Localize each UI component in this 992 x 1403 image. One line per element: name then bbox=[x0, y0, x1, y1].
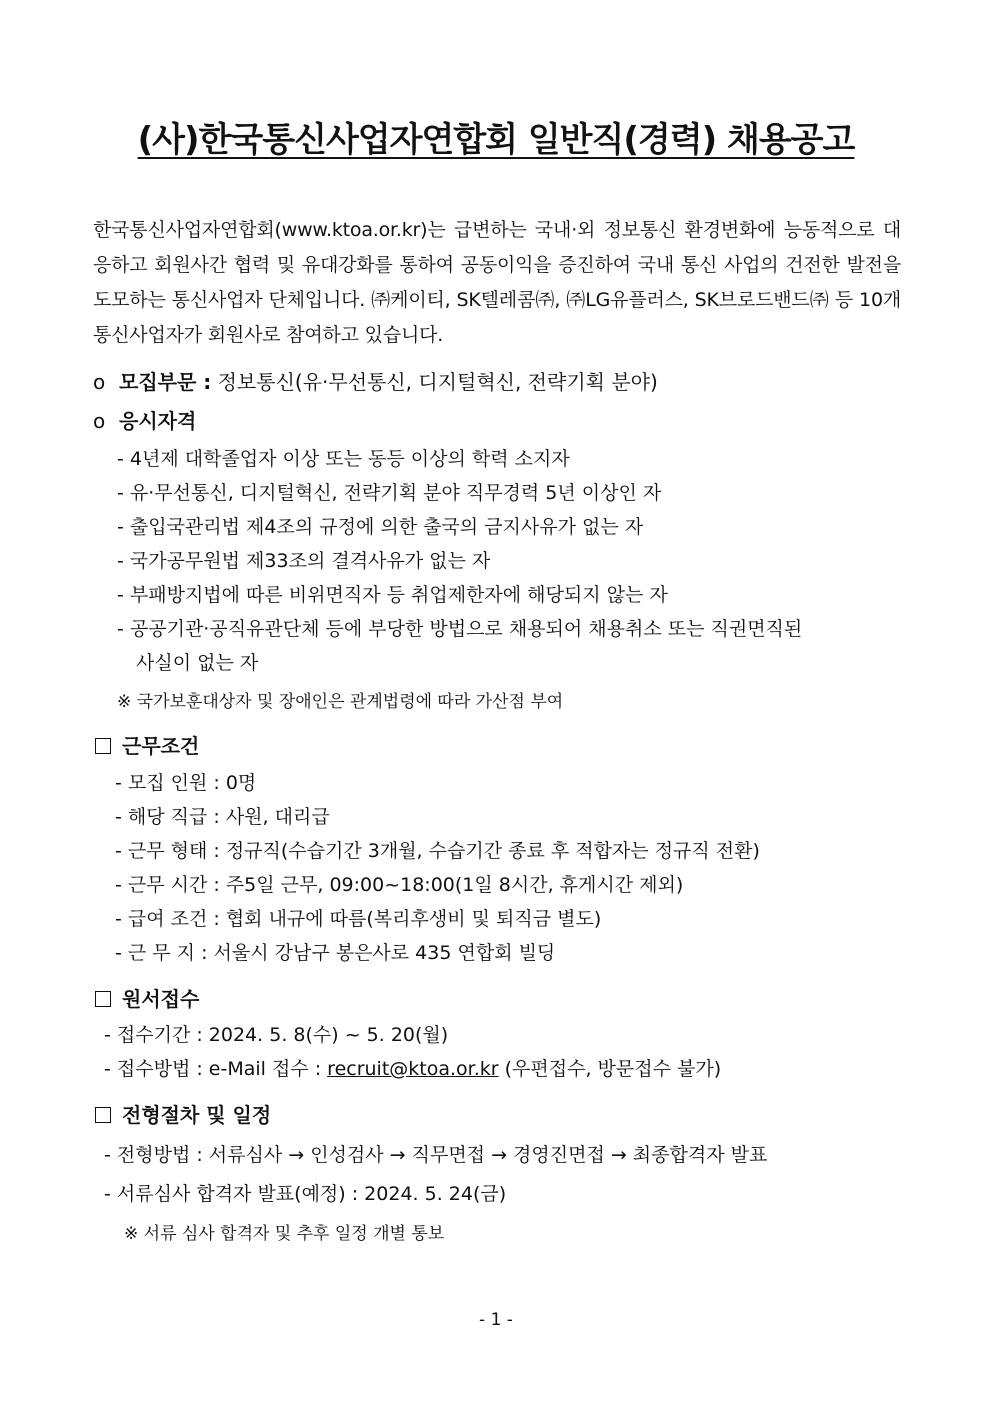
qualification-item: - 4년제 대학졸업자 이상 또는 동등 이상의 학력 소지자 bbox=[117, 448, 570, 470]
condition-item: - 근무 형태 : 정규직(수습기간 3개월, 수습기간 종료 후 적합자는 정규직 전환) bbox=[115, 840, 760, 862]
qualification-bullet: o bbox=[93, 409, 106, 433]
conditions-label: 근무조건 bbox=[122, 734, 200, 758]
page-number: - 1 - bbox=[479, 1310, 513, 1330]
condition-item: - 모집 인원 : 0명 bbox=[115, 772, 257, 794]
recruit-email-link[interactable]: recruit@ktoa.or.kr bbox=[327, 1058, 499, 1080]
recruit-label: 모집부문 : bbox=[119, 370, 212, 394]
application-method-prefix: - 접수방법 : e-Mail 접수 : bbox=[104, 1058, 322, 1080]
application-method bbox=[104, 1054, 721, 1081]
qualification-item: - 부패방지법에 따른 비위면직자 등 취업제한자에 해당되지 않는 자 bbox=[117, 584, 668, 606]
qualification-heading bbox=[93, 405, 196, 434]
qualification-item: - 국가공무원법 제33조의 결격사유가 없는 자 bbox=[117, 550, 491, 572]
process-heading bbox=[95, 1099, 271, 1128]
process-item: - 전형방법 : 서류심사 → 인성검사 → 직무면접 → 경영진면접 → 최종합격자 발표 bbox=[104, 1144, 768, 1166]
qualification-item: - 유·무선통신, 디지털혁신, 전략기획 분야 직무경력 5년 이상인 자 bbox=[117, 482, 662, 504]
recruit-value: 정보통신(유·무선통신, 디지털혁신, 전략기획 분야) bbox=[217, 370, 658, 394]
application-label: 원서접수 bbox=[122, 987, 200, 1011]
recruit-section bbox=[93, 366, 658, 395]
conditions-heading bbox=[95, 730, 199, 759]
condition-item: - 급여 조건 : 협회 내규에 따름(복리후생비 및 퇴직금 별도) bbox=[115, 908, 602, 930]
qualification-label: 응시자격 bbox=[119, 409, 197, 433]
condition-item: - 근 무 지 : 서울시 강남구 봉은사로 435 연합회 빌딩 bbox=[115, 942, 556, 964]
recruit-bullet: o bbox=[93, 370, 106, 394]
application-heading bbox=[95, 983, 199, 1012]
qualification-note: ※ 국가보훈대상자 및 장애인은 관계법령에 따라 가산점 부여 bbox=[117, 692, 564, 712]
condition-item: - 해당 직급 : 사원, 대리급 bbox=[115, 806, 330, 828]
qualification-item: - 출입국관리법 제4조의 규정에 의한 출국의 금지사유가 없는 자 bbox=[117, 516, 644, 538]
intro-paragraph: 한국통신사업자연합회(www.ktoa.or.kr)는 급변하는 국내·외 정보통신 환경변화에 능동적으로 대응하고 회원사간 협력 및 유대강화를 통하여 공동이익을 증진하여 국내 통신 사업의 건전한 발전을 도모하는 통신사업자 단체입니다. ㈜케이티, SK텔레콤㈜, ㈜LG유플러스, SK브로드밴드㈜ 등 10개 통신사업자가 회원사로 참여하고 있습니다. bbox=[93, 219, 901, 346]
qualification-item-continuation: 사실이 없는 자 bbox=[136, 652, 259, 674]
checkbox-square-icon bbox=[95, 991, 111, 1007]
page-title bbox=[0, 112, 992, 161]
page-title-text: (사)한국통신사업자연합회 일반직(경력) 채용공고 bbox=[137, 120, 855, 160]
checkbox-square-icon bbox=[95, 738, 111, 754]
application-method-suffix: (우편접수, 방문접수 불가) bbox=[504, 1058, 722, 1080]
process-note: ※ 서류 심사 합격자 및 추후 일정 개별 통보 bbox=[124, 1224, 445, 1244]
condition-item: - 근무 시간 : 주5일 근무, 09:00~18:00(1일 8시간, 휴게시간 제외) bbox=[115, 874, 684, 896]
application-period: - 접수기간 : 2024. 5. 8(수) ~ 5. 20(월) bbox=[104, 1024, 449, 1046]
qualification-item: - 공공기관·공직유관단체 등에 부당한 방법으로 채용되어 채용취소 또는 직권면직된 bbox=[117, 618, 803, 640]
checkbox-square-icon bbox=[95, 1107, 111, 1123]
process-label: 전형절차 및 일정 bbox=[122, 1103, 272, 1127]
process-item: - 서류심사 합격자 발표(예정) : 2024. 5. 24(금) bbox=[104, 1183, 507, 1205]
